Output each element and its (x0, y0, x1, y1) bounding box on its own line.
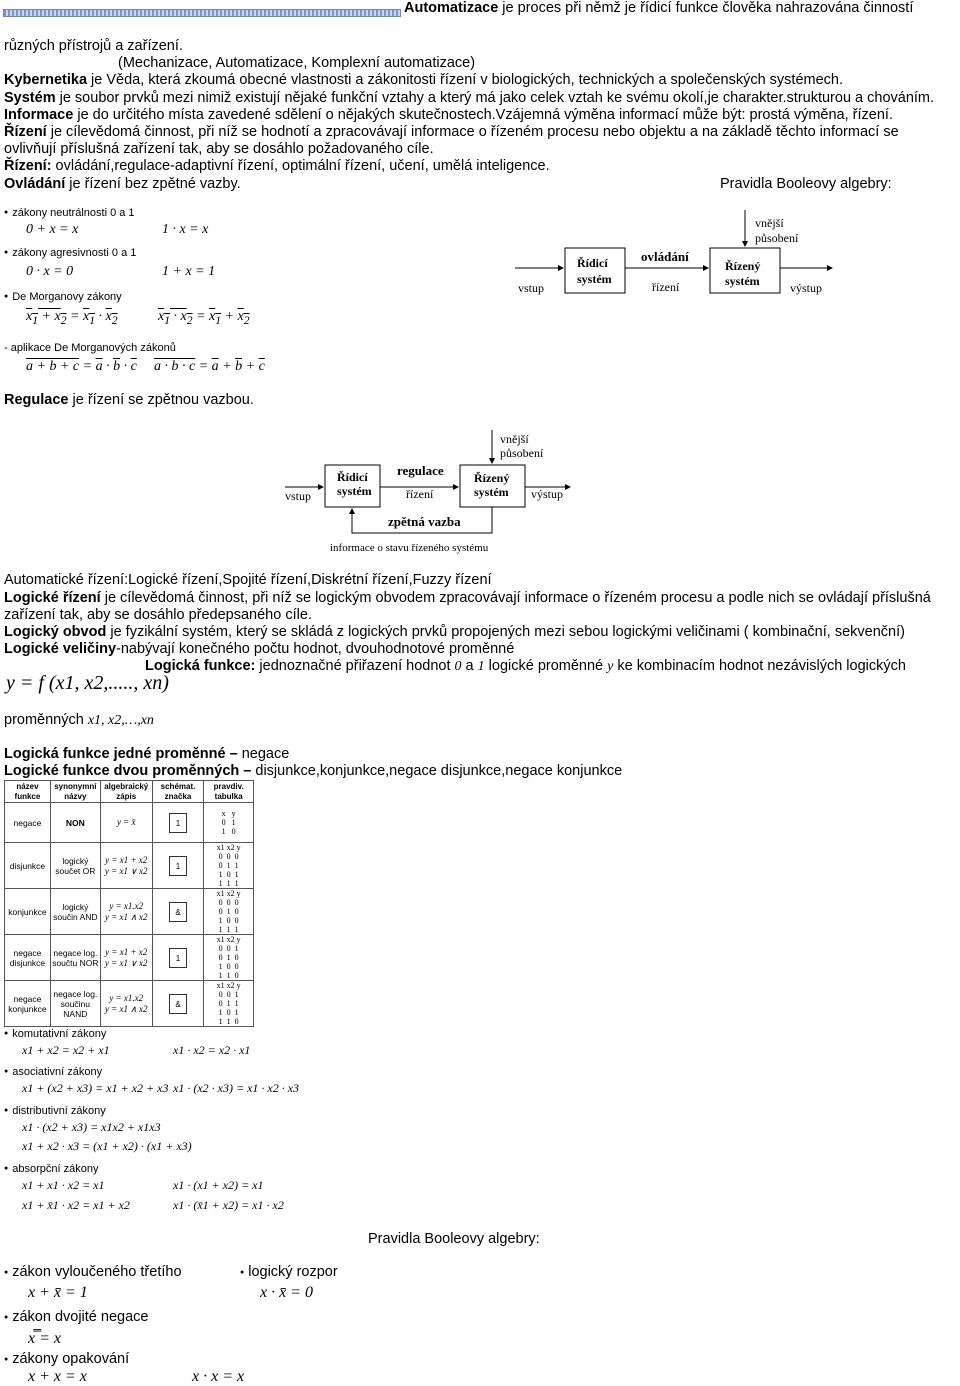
d1-rizeni-label: řízení (652, 280, 680, 294)
th-tt: pravdiv. tabulka (204, 781, 254, 803)
row-name: konjunkce (5, 889, 51, 935)
law-distributive-eq-a: x1 · (x2 + x3) = x1x2 + x1x3 (22, 1120, 161, 1134)
law-associative-label: ● asociativní zákony (4, 1064, 102, 1082)
row-alg (100, 889, 152, 935)
d1-vstup-label: vstup (518, 281, 545, 295)
row-alg (100, 803, 152, 843)
regulace-definition: Regulace je řízení se zpětnou vazbou. (4, 392, 254, 408)
logicke-rizeni-definition: Logické řízení je cílevědomá činnost, při níž se logickým obvodem zpracovávají informace o řízeném procesu a podle nich se ovládají příslušná (4, 590, 931, 606)
d2-informace-label: informace o stavu řízeného systému (330, 542, 489, 554)
d1-ovladani-label: ovládání (641, 249, 689, 264)
truth-table: x y 0 1 1 0 (221, 809, 236, 836)
law-commutative-label: ● komutativní zákony (4, 1026, 106, 1044)
law-absorption-eq-a1: x1 + x1 · x2 = x1 (22, 1178, 105, 1192)
row-gate (152, 889, 204, 935)
funkce-jedne-promenne: Logická funkce jedné proměnné – negace (4, 746, 290, 762)
table-row (5, 935, 254, 981)
th-name: název funkce (5, 781, 51, 803)
row-name: negace konjunkce (5, 981, 51, 1027)
truth-table: x1 x2 y 0 0 1 0 1 0 1 0 0 1 1 0 (216, 935, 241, 980)
rizeni-definition: Řízení je cílevědomá činnost, při níž se hodnotí a zpracovávají informace o řízeném procesu nebo objektu a na základě těchto informací se (4, 124, 899, 140)
law-demorgan-label: ● De Morganovy zákony (4, 289, 122, 307)
alg-2: y = x1 ∨ x2 (104, 865, 148, 876)
rizeni-types: Řízení: ovládání,regulace-adaptivní řízení, optimální řízení, učení, umělá inteligence. (4, 158, 550, 174)
row-syn: negace log. součtu NOR (50, 935, 100, 981)
kybernetika-definition: Kybernetika je Věda, která zkoumá obecné vlastnosti a zákonitosti řízení v biologických, technických a společenských systémech. (4, 72, 843, 88)
d2-ridici-label-2: systém (337, 484, 372, 498)
demorgan-eq-b: $x_1 \cdot x_2 = x_1 + x_2$ (158, 309, 250, 327)
law-commutative-eq-a: x1 + x2 = x2 + x1 (22, 1043, 110, 1057)
row-name: negace (5, 803, 51, 843)
row-tt (204, 935, 254, 981)
law-absorption-label: ● absorpční zákony (4, 1161, 98, 1179)
regulation-diagram (280, 425, 580, 560)
table-row (5, 843, 254, 889)
law-contradiction-label: ● logický rozpor (240, 1264, 338, 1283)
funkce-dvou-promennych: Logické funkce dvou proměnných – disjunkce,konjunkce,negace disjunkce,negace konjunkce (4, 763, 623, 779)
d1-vystup-label: výstup (790, 281, 823, 295)
logicky-obvod-definition: Logický obvod je fyzikální systém, který se skládá z logických prvků propojených mezi sebou logickými veličinami ( kombinační, sekvenční) (4, 624, 905, 640)
law-excluded-middle-eq: x + x̄ = 1 (28, 1284, 88, 1301)
intro-line-1: různých přístrojů a zařízení. (4, 38, 183, 54)
truth-table: x1 x2 y 0 0 1 0 1 1 1 0 1 1 1 0 (216, 981, 241, 1026)
law-distributive-label: ● distributivní zákony (4, 1103, 106, 1121)
table-header-row (5, 781, 254, 803)
alg-2: y = x1 ∧ x2 (104, 1003, 148, 1014)
d1-rizeny-label-2: systém (725, 274, 760, 288)
truth-table: x1 x2 y 0 0 0 0 1 1 1 0 1 1 1 1 (216, 843, 241, 888)
row-name: disjunkce (5, 843, 51, 889)
d2-rizeni-label: řízení (406, 487, 434, 501)
intro-line-2: (Mechanizace, Automatizace, Komplexní automatizace) (118, 55, 476, 71)
law-neutral-label: ● zákony neutrálnosti 0 a 1 (4, 205, 135, 223)
d1-ridici-label-1: Řídicí (577, 256, 608, 270)
law-aggressive-eq-a: 0 · x = 0 (26, 264, 74, 279)
law-double-negation-eq: x̿ = x (28, 1330, 61, 1347)
row-gate (152, 843, 204, 889)
law-double-negation-label: ● zákon dvojité negace (4, 1309, 148, 1328)
row-syn: logický součin AND (50, 889, 100, 935)
d2-vnejsi-label-2: působení (500, 446, 544, 460)
alg-1: y = x1.x2 (109, 900, 144, 911)
demorgan-eq-a: $x_1 + x_2 = x_1 \cdot x_2$ (26, 309, 118, 327)
truth-table: x1 x2 y 0 0 0 0 1 0 1 0 0 1 1 1 (216, 889, 241, 934)
alg-2: y = x1 ∨ x2 (104, 957, 148, 968)
row-alg (100, 843, 152, 889)
gate-symbol: & (169, 994, 187, 1014)
gate-symbol: & (169, 902, 187, 922)
row-gate (152, 981, 204, 1027)
row-gate (152, 935, 204, 981)
d2-vnejsi-label-1: vnější (500, 432, 529, 446)
row-gate (152, 803, 204, 843)
law-excluded-middle-label: ● zákon vyloučeného třetího (4, 1264, 182, 1283)
page-title: Automatizace je proces při němž je řídicí funkce člověka nahrazována činností (404, 0, 914, 16)
law-distributive-eq-b: x1 + x2 · x3 = (x1 + x2) · (x1 + x3) (22, 1139, 192, 1153)
d2-rizeny-label-1: Řízený (474, 471, 510, 485)
law-repetition-eq-b: x · x = x (192, 1368, 245, 1385)
row-tt (204, 803, 254, 843)
alg-2: y = x1 ∧ x2 (104, 911, 148, 922)
law-absorption-eq-a2: x1 · (x1 + x2) = x1 (173, 1178, 264, 1192)
law-absorption-eq-b2: x1 · (x̄1 + x2) = x1 · x2 (173, 1198, 284, 1212)
law-repetition-eq-a: x + x = x (28, 1368, 87, 1385)
d2-ridici-label-1: Řídicí (337, 470, 368, 484)
law-contradiction-eq: x · x̄ = 0 (260, 1284, 313, 1301)
law-repetition-label: ● zákony opakování (4, 1351, 129, 1370)
d1-rizeny-label-1: Řízený (725, 259, 761, 273)
row-tt (204, 843, 254, 889)
law-aggressive-label: ● zákony agresivnosti 0 a 1 (4, 245, 136, 263)
th-syn: synonymní názvy (50, 781, 100, 803)
gate-symbol: 1 (169, 856, 187, 876)
logic-functions-table (4, 780, 254, 1027)
pravidla-heading: Pravidla Booleovy algebry: (720, 176, 892, 192)
logicke-rizeni-definition-cont: zařízení tak, aby se dosáhlo předepsaného cíle. (4, 607, 312, 623)
law-associative-eq-a: x1 + (x2 + x3) = x1 + x2 + x3 (22, 1081, 169, 1095)
d1-vnejsi-label-1: vnější (755, 216, 784, 230)
demorgan-app-eq-b: $a \cdot b \cdot c = \overline{a} + \overline{b} + \overline{c}$ (154, 359, 265, 374)
pravidla-heading-2: Pravidla Booleovy algebry: (368, 1231, 540, 1247)
table-row (5, 889, 254, 935)
gate-symbol: 1 (169, 948, 187, 968)
rizeni-definition-cont: ovlivňují příslušná zařízení tak, aby se dosáhlo požadovaného cíle. (4, 141, 434, 157)
ovladani-definition: Ovládání je řízení bez zpětné vazby. (4, 176, 241, 192)
d2-regulace-label: regulace (397, 463, 444, 478)
demorgan-app-eq-a: $a + b + c = \overline{a} \cdot \overline{b} \cdot \overline{c}$ (26, 359, 137, 374)
law-absorption-eq-b1: x1 + x̄1 · x2 = x1 + x2 (22, 1198, 130, 1212)
row-syn: logický součet OR (50, 843, 100, 889)
d2-vystup-label: výstup (531, 487, 564, 501)
d2-vstup-label: vstup (285, 489, 312, 503)
alg-1: y = x1 + x2 (105, 854, 148, 865)
informace-definition: Informace je do určitého místa zavedené sdělení o nějakých skutečnostech.Vzájemná výměna informací může být: prostá výměna, řízení. (4, 107, 893, 123)
control-diagram (510, 205, 840, 305)
automaticke-rizeni: Automatické řízení:Logické řízení,Spojité řízení,Diskrétní řízení,Fuzzy řízení (4, 572, 492, 588)
th-alg: algebraický zápis (100, 781, 152, 803)
law-commutative-eq-b: x1 · x2 = x2 · x1 (173, 1043, 251, 1057)
gate-symbol: 1 (169, 813, 187, 833)
row-name: negace disjunkce (5, 935, 51, 981)
header-decor-bar (3, 9, 401, 17)
row-tt (204, 981, 254, 1027)
alg-1: y = x̄ (116, 817, 136, 827)
th-gate: schémat. značka (152, 781, 204, 803)
logicka-funkce-formula: y = f (x1, x2,....., xn) (6, 672, 169, 694)
row-syn: negace log. součinu NAND (50, 981, 100, 1027)
d2-zpetna-label: zpětná vazba (388, 514, 461, 529)
law-neutral-eq-b: 1 · x = x (162, 222, 209, 237)
table-row (5, 981, 254, 1027)
row-tt (204, 889, 254, 935)
alg-1: y = x1.x2 (109, 992, 144, 1003)
demorgan-application-label: - aplikace De Morganových zákonů (4, 342, 176, 354)
d2-rizeny-label-2: systém (474, 485, 509, 499)
system-definition: Systém je soubor prvků mezi nimiž existují nějaké funkční vztahy a který má jako celek vztah ke svému okolí,je charakter.strukturou a chováním. (4, 90, 935, 106)
alg-1: y = x1 + x2 (105, 946, 148, 957)
d1-vnejsi-label-2: působení (755, 231, 799, 245)
d1-ridici-label-2: systém (577, 272, 612, 286)
table-row (5, 803, 254, 843)
row-syn: NON (50, 803, 100, 843)
promennych-line: proměnných x1, x2,…,xn (4, 712, 154, 728)
law-neutral-eq-a: 0 + x = x (26, 222, 79, 237)
law-aggressive-eq-b: 1 + x = 1 (162, 264, 216, 279)
law-associative-eq-b: x1 · (x2 · x3) = x1 · x2 · x3 (173, 1081, 300, 1095)
row-alg (100, 981, 152, 1027)
row-alg (100, 935, 152, 981)
logicke-veliciny-definition: Logické veličiny-nabývají konečného počtu hodnot, dvouhodnotové proměnné (4, 641, 515, 657)
logicka-funkce-definition: Logická funkce: jednoznačné přiřazení hodnot 0 a 1 logické proměnné y ke kombinacím hodnot nezávislých logických (145, 658, 906, 674)
